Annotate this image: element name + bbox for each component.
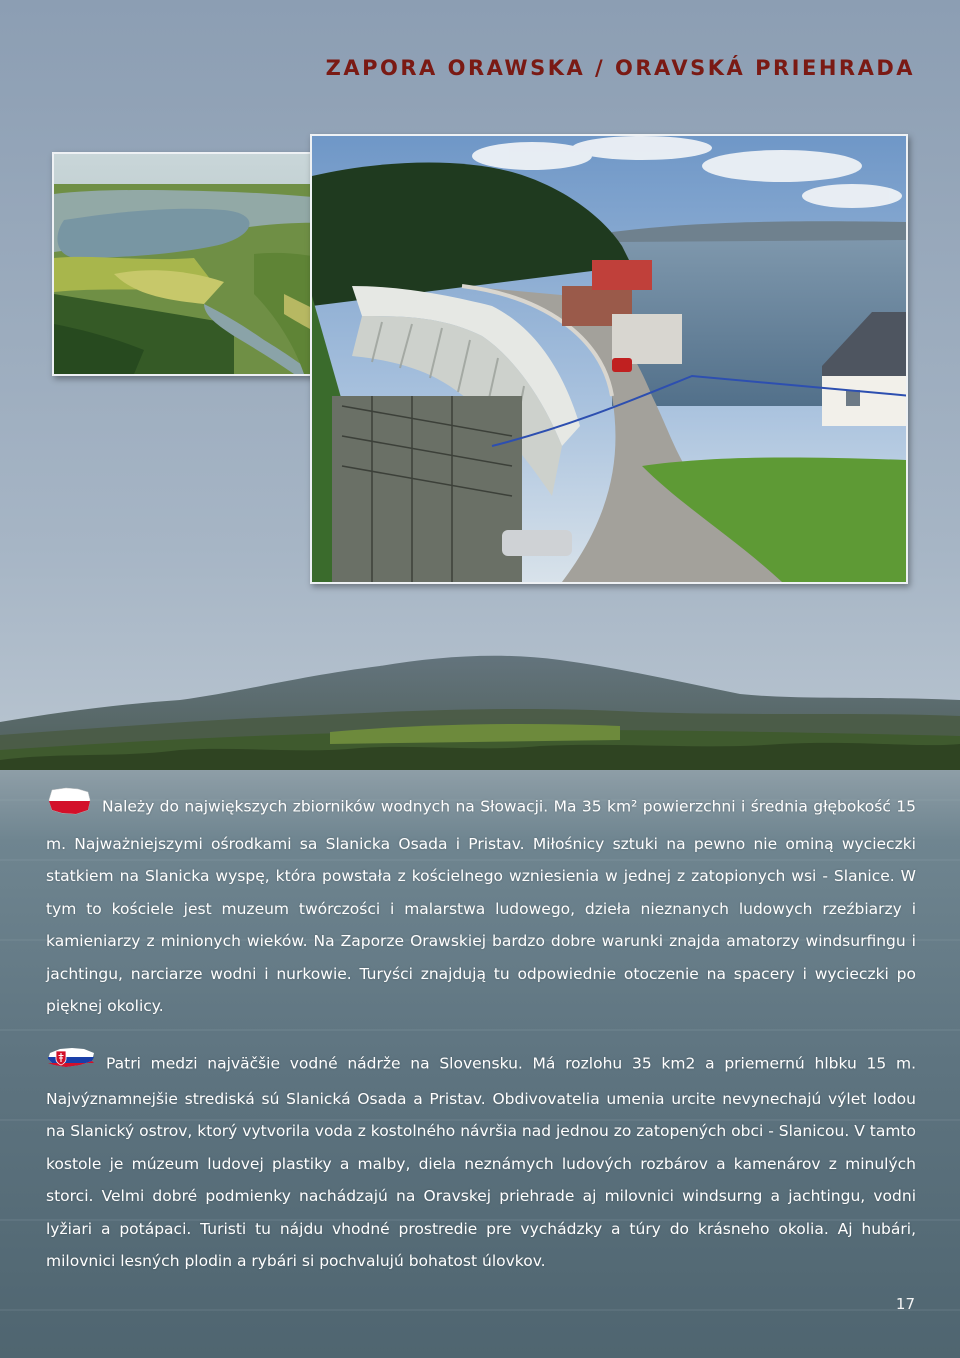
poland-map-flag-icon [46, 786, 92, 828]
slovak-description-paragraph [46, 1045, 916, 1278]
page-number: 17 [895, 1295, 915, 1313]
polish-description-paragraph [46, 786, 916, 1023]
slovakia-map-flag-icon [46, 1045, 96, 1083]
slovak-text: Patri medzi najväčšie vodné nádrže na Slovensku. Má rozlohu 35 km2 a priemernú hlbku 15 m. Najvýznamnejšie strediská sú Slanická Osada a Pristav. Obdivovatelia umenia urcite nevynechajú výlet lodou na Slanický ostrov, ktorý vytvorila voda z kostolného návršia nad jednou zo zatopených obci - Slanicou. V tamto kostole je múzeum ludovej plastiky a malby, diela neznámych ludových rozbárov a kamenárov z minulých storci. Velmi dobré podmienky nachádzajú na Oravskej priehrade aj milovnici windsurng a jachtingu, vodni lyžiari a potápaci. Turisti tu nájdu vhodné prostredie pre vychádzky a túry do krásneho okolia. Aj hubári, milovnici lesných plodin a rybári si pochvalujú bohatost úlovkov. [46, 1054, 916, 1270]
aerial-reservoir-photo [52, 152, 348, 376]
dam-photo [310, 134, 908, 584]
polish-text: Należy do największych zbiorników wodnych na Słowacji. Ma 35 km² powierzchni i średnia głębokość 15 m. Najważniejszymi ośrodkami sa Slanicka Osada i Pristav. Miłośnicy sztuki na pewno nie ominą wycieczki statkiem na Slanicka wyspę, która powstała z kościelnego wzniesienia w jednej z zatopionych wsi - Slanice. W tym to kościele jest muzeum twórczości i malarstwa ludowego, dzieła nieznanych ludowych rzeźbiarzy i kamieniarzy z minionych wieków. Na Zaporze Orawskiej bardzo dobre warunki znajda amatorzy windsurfingu i jachtingu, narciarze wodni i nurkowie. Turyści znajdują tu odpowiednie otoczenie na spacery i wycieczki po pięknej okolicy. [46, 797, 916, 1015]
page-title: ZAPORA ORAWSKA / ORAVSKÁ PRIEHRADA [325, 56, 915, 80]
